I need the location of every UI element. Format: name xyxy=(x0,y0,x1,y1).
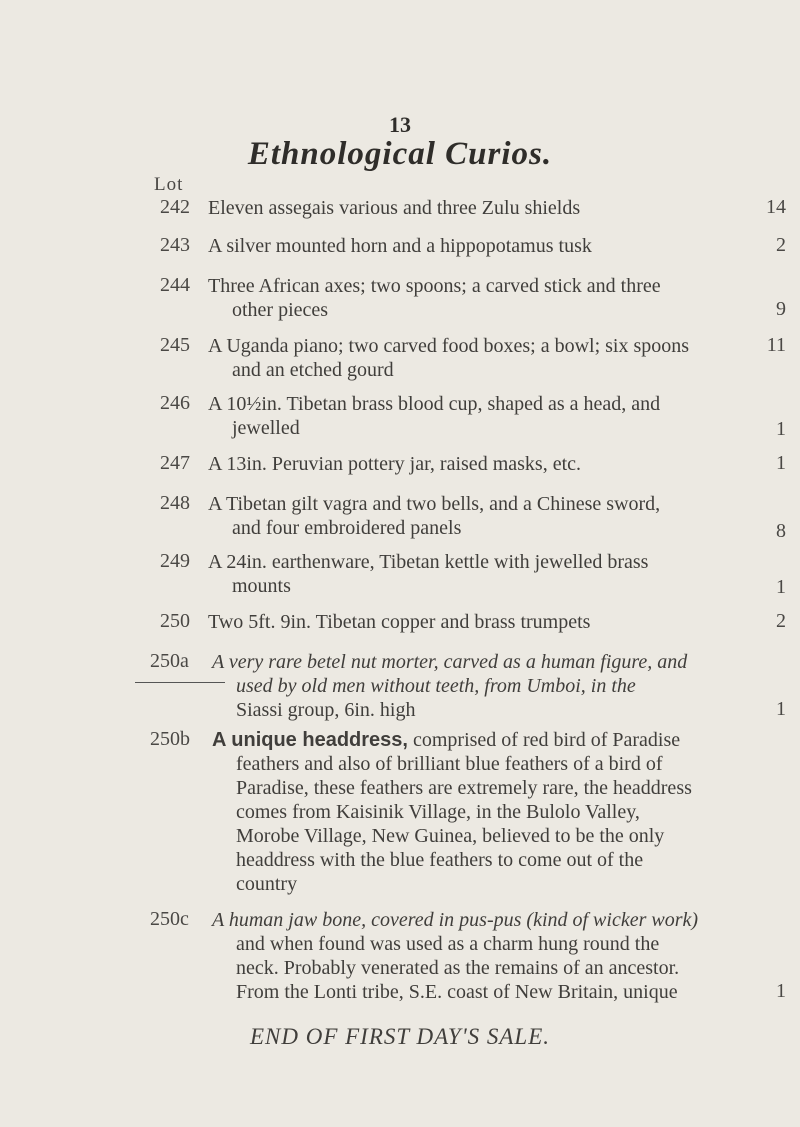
lot-line: A 10½in. Tibetan brass blood cup, shaped as a head, and xyxy=(208,393,661,415)
lot-line: other pieces xyxy=(232,299,329,321)
lot-line: Two 5ft. 9in. Tibetan copper and brass trumpets xyxy=(208,611,591,633)
lot-description xyxy=(212,650,712,722)
lot-line: A Uganda piano; two carved food boxes; a bowl; six spoons xyxy=(208,335,690,357)
lot-price: 1 xyxy=(776,698,786,720)
lot-line: and four embroidered panels xyxy=(232,517,462,539)
lot-price: 8 xyxy=(776,520,786,542)
lot-column-header: Lot xyxy=(154,174,184,195)
lot-line: A Tibetan gilt vagra and two bells, and a Chinese sword, xyxy=(208,493,661,515)
lot-price: 1 xyxy=(776,452,786,474)
lot-number: 242 xyxy=(160,196,190,218)
lot-number: 244 xyxy=(160,274,190,296)
lot-line: and when found was used as a charm hung round the xyxy=(236,933,660,955)
lot-number: 250 xyxy=(160,610,190,632)
lot-lead: A unique headdress, xyxy=(212,729,408,751)
lot-number: 247 xyxy=(160,452,190,474)
lot-price: 1 xyxy=(776,418,786,440)
lot-line: Morobe Village, New Guinea, believed to be the only xyxy=(236,825,665,847)
lot-line: Paradise, these feathers are extremely rare, the headdress xyxy=(236,777,692,799)
lot-line: From the Lonti tribe, S.E. coast of New Britain, unique xyxy=(236,981,678,1003)
lot-description xyxy=(208,550,708,598)
lot-description xyxy=(208,274,708,322)
lot-description xyxy=(208,392,708,440)
lot-line: A human jaw bone, covered in pus-pus (kind of wicker work) xyxy=(212,909,699,931)
lot-line: and an etched gourd xyxy=(232,359,394,381)
end-of-sale-note: END OF FIRST DAY'S SALE. xyxy=(249,1024,551,1049)
lot-line: Three African axes; two spoons; a carved stick and three xyxy=(208,275,661,297)
lot-number: 243 xyxy=(160,234,190,256)
section-title: Ethnological Curios. xyxy=(247,136,553,172)
lot-line: used by old men without teeth, from Umboi, in the xyxy=(236,675,636,697)
lot-number: 250c xyxy=(150,908,189,930)
lot-price: 11 xyxy=(766,334,786,356)
lot-price: 2 xyxy=(776,610,786,632)
lot-number: 249 xyxy=(160,550,190,572)
lot-line: mounts xyxy=(232,575,291,597)
lot-price: 14 xyxy=(766,196,786,218)
lot-line: A silver mounted horn and a hippopotamus tusk xyxy=(208,235,592,257)
lot-line: jewelled xyxy=(232,417,300,439)
lot-line: A 13in. Peruvian pottery jar, raised masks, etc. xyxy=(208,453,581,475)
lot-number: 248 xyxy=(160,492,190,514)
lot-description xyxy=(212,908,712,1004)
lot-line: headdress with the blue feathers to come out of the xyxy=(236,849,644,871)
page-number: 13 xyxy=(389,112,411,137)
lot-line: feathers and also of brilliant blue feathers of a bird of xyxy=(236,753,663,775)
lot-price: 1 xyxy=(776,980,786,1002)
lot-line: neck. Probably venerated as the remains of an ancestor. xyxy=(236,957,680,979)
lot-description xyxy=(208,234,708,258)
lot-line: country xyxy=(236,873,298,895)
lot-number: 246 xyxy=(160,392,190,414)
lot-description xyxy=(212,728,712,896)
lot-description xyxy=(208,610,708,634)
lot-description xyxy=(208,196,708,220)
lot-line: A 24in. earthenware, Tibetan kettle with jewelled brass xyxy=(208,551,649,573)
lot-line: Eleven assegais various and three Zulu shields xyxy=(208,197,581,219)
lot-number: 245 xyxy=(160,334,190,356)
lot-price: 9 xyxy=(776,298,786,320)
lot-description xyxy=(208,334,708,382)
lot-line: A very rare betel nut morter, carved as a human figure, and xyxy=(212,651,688,673)
lot-price: 1 xyxy=(776,576,786,598)
handwritten-bracket-line xyxy=(135,682,225,683)
lot-line: Siassi group, 6in. high xyxy=(236,699,416,721)
lot-description xyxy=(208,492,708,540)
lot-line: comes from Kaisinik Village, in the Bulolo Valley, xyxy=(236,801,640,823)
lot-description xyxy=(208,452,708,476)
lot-number: 250a xyxy=(150,650,189,672)
lot-number: 250b xyxy=(150,728,190,750)
lot-line: comprised of red bird of Paradise xyxy=(412,729,681,751)
lot-price: 2 xyxy=(776,234,786,256)
